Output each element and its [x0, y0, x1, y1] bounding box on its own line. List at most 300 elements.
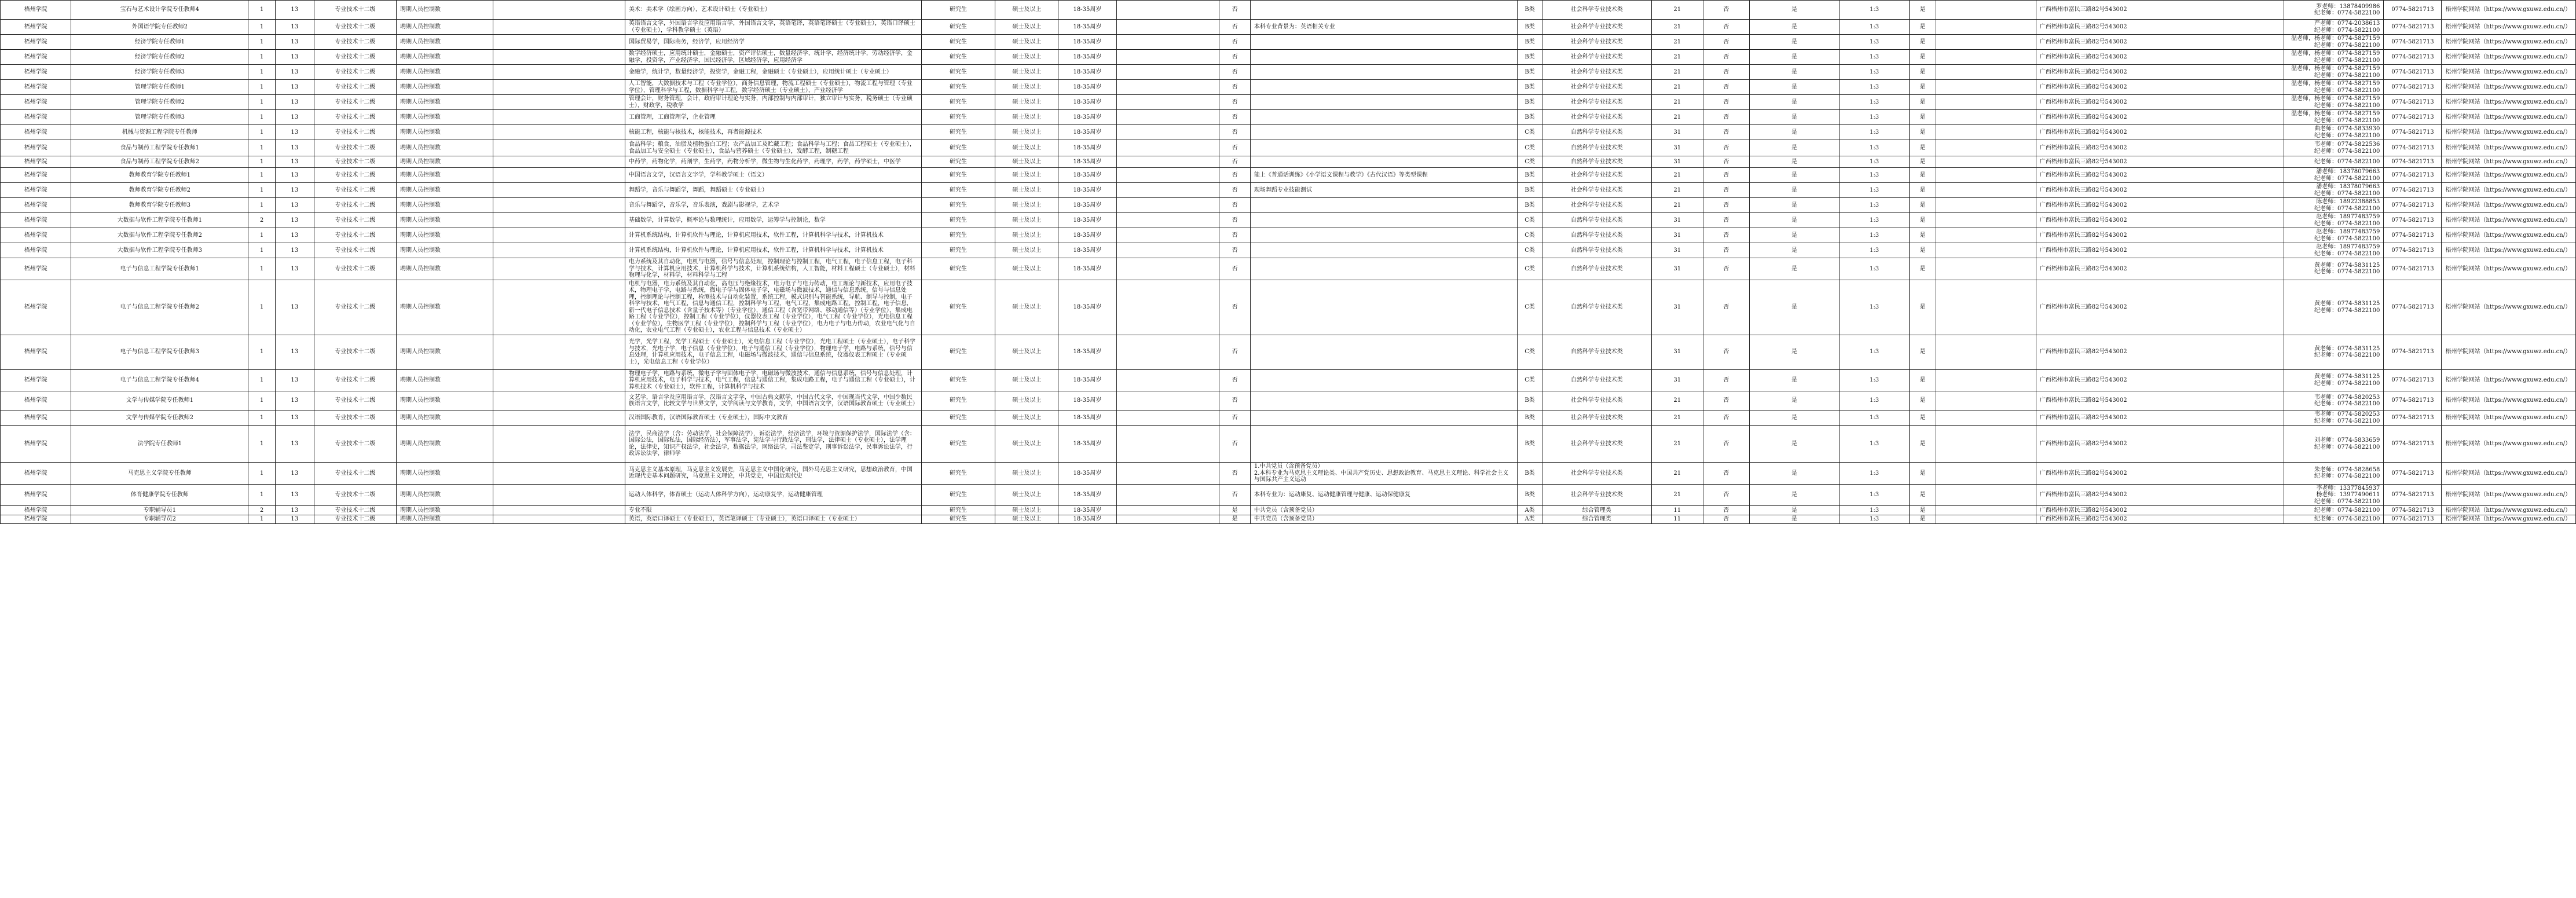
cell-address: 广西梧州市富民三路82号543002	[2036, 243, 2284, 258]
cell-post-code: 13	[275, 80, 314, 95]
cell-employer: 梧州学院	[1, 156, 71, 168]
cell-blank-b	[1116, 369, 1219, 391]
cell-flag-a: 否	[1219, 80, 1250, 95]
cell-education: 研究生	[921, 198, 995, 213]
cell-position-name: 宝石与艺术设计学院专任教师4	[71, 1, 248, 20]
cell-website: 梧州学院网站（https://www.gxuwz.edu.cn/）	[2442, 50, 2576, 65]
cell-employer: 梧州学院	[1, 506, 71, 515]
cell-flag-d: 是	[1909, 50, 1936, 65]
cell-exam-code: 21	[1651, 80, 1703, 95]
cell-website: 梧州学院网站（https://www.gxuwz.edu.cn/）	[2442, 1, 2576, 20]
cell-contact: 温老师，杨老师：0774-5827159 纪老师：0774-5822100	[2284, 50, 2383, 65]
cell-flag-d: 是	[1909, 35, 1936, 50]
cell-flag-b: 否	[1703, 140, 1749, 156]
cell-degree: 硕士及以上	[995, 258, 1058, 280]
cell-headcount: 1	[248, 50, 276, 65]
cell-flag-d: 是	[1909, 515, 1936, 524]
table-row	[1, 258, 2576, 280]
cell-position-name: 食品与制药工程学院专任教师2	[71, 156, 248, 168]
cell-exam-category: C类	[1518, 228, 1542, 243]
table-row	[1, 243, 2576, 258]
cell-age: 18-35周岁	[1058, 228, 1116, 243]
cell-flag-d: 是	[1909, 335, 1936, 369]
cell-major-requirements: 电机与电器，电力系统及其自动化，高电压与绝缘技术，电力电子与电力传动，电工理论与新技术，应用电子技术，物理电子学，电路与系统，微电子学与固体电子学，电磁场与微波技术，通信与信息系统，信号与信息处理，控制理论与控制工程，检测技术与自动化装置，系统工程，模式识别与智能系统，导航、制导与控制，电子科学与技术，电气工程，信息与通信工程，控制科学与工程，电气工程，集成电路工程，控制工程，电子信息，新一代电子信息技术（含量子技术等）（专业学位），通信工程（含宽带网络、移动通信等）（专业学位），集成电路工程（专业学位），控制工程（专业学位），仪器仪表工程（专业学位），电气工程（专业学位），光电信息工程（专业学位），生物医学工程（专业学位），控制科学与工程（专业学位），电力电子与电力传动，农业电气化与自动化，农业电气工程（专业硕士），农业工程与信息技术（专业硕士）	[625, 280, 921, 335]
cell-employer: 梧州学院	[1, 258, 71, 280]
cell-employer: 梧州学院	[1, 95, 71, 110]
cell-post-level: 专业技术十二级	[314, 335, 396, 369]
cell-headcount: 1	[248, 140, 276, 156]
cell-blank-b	[1116, 80, 1219, 95]
cell-staffing-type: 聘期人员控制数	[397, 335, 493, 369]
cell-flag-d: 是	[1909, 168, 1936, 183]
cell-blank-a	[493, 198, 625, 213]
cell-ratio: 1:3	[1840, 426, 1909, 463]
cell-flag-b: 否	[1703, 506, 1749, 515]
cell-contact: 潘老师：18378079663 纪老师：0774-5822100	[2284, 168, 2383, 183]
cell-ratio: 1:3	[1840, 369, 1909, 391]
cell-flag-c: 是	[1749, 156, 1840, 168]
cell-blank-b	[1116, 168, 1219, 183]
cell-flag-a: 否	[1219, 484, 1250, 506]
cell-degree: 硕士及以上	[995, 280, 1058, 335]
cell-age: 18-35周岁	[1058, 515, 1116, 524]
cell-employer: 梧州学院	[1, 65, 71, 80]
cell-blank-b	[1116, 50, 1219, 65]
cell-blank-b	[1116, 140, 1219, 156]
table-row	[1, 80, 2576, 95]
cell-exam-category: C类	[1518, 213, 1542, 228]
cell-flag-c: 是	[1749, 110, 1840, 125]
cell-age: 18-35周岁	[1058, 506, 1116, 515]
cell-complaint-phone: 0774-5821713	[2384, 506, 2442, 515]
cell-ratio: 1:3	[1840, 168, 1909, 183]
table-row	[1, 198, 2576, 213]
cell-education: 研究生	[921, 243, 995, 258]
cell-website: 梧州学院网站（https://www.gxuwz.edu.cn/）	[2442, 140, 2576, 156]
cell-headcount: 1	[248, 463, 276, 485]
cell-blank-a	[493, 258, 625, 280]
cell-flag-c: 是	[1749, 463, 1840, 485]
cell-flag-b: 否	[1703, 65, 1749, 80]
cell-blank-c	[1936, 213, 2036, 228]
cell-employer: 梧州学院	[1, 391, 71, 410]
cell-staffing-type: 聘期人员控制数	[397, 65, 493, 80]
cell-major-requirements: 工商管理，工商管理学，企业管理	[625, 110, 921, 125]
cell-ratio: 1:3	[1840, 50, 1909, 65]
cell-exam-code: 31	[1651, 369, 1703, 391]
cell-website: 梧州学院网站（https://www.gxuwz.edu.cn/）	[2442, 156, 2576, 168]
cell-post-code: 13	[275, 258, 314, 280]
cell-post-code: 13	[275, 140, 314, 156]
cell-major-requirements: 运动人体科学，体育硕士（运动人体科学方向），运动康复学，运动健康管理	[625, 484, 921, 506]
cell-degree: 硕士及以上	[995, 50, 1058, 65]
cell-position-name: 管理学院专任教师1	[71, 80, 248, 95]
cell-blank-b	[1116, 484, 1219, 506]
cell-headcount: 1	[248, 35, 276, 50]
cell-position-name: 教师教育学院专任教师2	[71, 183, 248, 198]
cell-major-requirements: 英语语言文学，外国语言学及应用语言学，外国语言文学，英语笔译，英语笔译硕士（专业硕士），英语口译硕士（专业硕士），学科教学硕士（英语）	[625, 20, 921, 35]
cell-employer: 梧州学院	[1, 369, 71, 391]
cell-post-code: 13	[275, 463, 314, 485]
cell-website: 梧州学院网站（https://www.gxuwz.edu.cn/）	[2442, 20, 2576, 35]
cell-flag-b: 否	[1703, 50, 1749, 65]
cell-contact: 纪老师：0774-5822100	[2284, 515, 2383, 524]
cell-address: 广西梧州市富民三路82号543002	[2036, 463, 2284, 485]
cell-exam-code: 31	[1651, 228, 1703, 243]
cell-complaint-phone: 0774-5821713	[2384, 50, 2442, 65]
cell-blank-c	[1936, 369, 2036, 391]
cell-contact: 温老师，杨老师：0774-5827159 纪老师：0774-5822100	[2284, 110, 2383, 125]
cell-position-name: 文学与传媒学院专任教师1	[71, 391, 248, 410]
table-row	[1, 168, 2576, 183]
cell-exam-subject: 社会科学专业技术类	[1542, 410, 1651, 426]
cell-age: 18-35周岁	[1058, 369, 1116, 391]
cell-flag-a: 否	[1219, 410, 1250, 426]
cell-headcount: 1	[248, 391, 276, 410]
cell-age: 18-35周岁	[1058, 65, 1116, 80]
cell-exam-category: B类	[1518, 463, 1542, 485]
cell-headcount: 1	[248, 1, 276, 20]
cell-flag-c: 是	[1749, 335, 1840, 369]
cell-blank-a	[493, 156, 625, 168]
cell-exam-category: A类	[1518, 515, 1542, 524]
cell-exam-code: 21	[1651, 484, 1703, 506]
cell-flag-b: 否	[1703, 426, 1749, 463]
cell-ratio: 1:3	[1840, 515, 1909, 524]
cell-address: 广西梧州市富民三路82号543002	[2036, 20, 2284, 35]
cell-age: 18-35周岁	[1058, 80, 1116, 95]
cell-age: 18-35周岁	[1058, 335, 1116, 369]
cell-headcount: 1	[248, 280, 276, 335]
cell-staffing-type: 聘期人员控制数	[397, 198, 493, 213]
cell-exam-subject: 社会科学专业技术类	[1542, 426, 1651, 463]
cell-other-requirements	[1250, 125, 1518, 140]
cell-post-level: 专业技术十二级	[314, 140, 396, 156]
cell-employer: 梧州学院	[1, 515, 71, 524]
cell-blank-b	[1116, 410, 1219, 426]
table-row	[1, 156, 2576, 168]
cell-other-requirements	[1250, 280, 1518, 335]
cell-flag-b: 否	[1703, 258, 1749, 280]
cell-headcount: 2	[248, 213, 276, 228]
cell-post-code: 13	[275, 125, 314, 140]
cell-ratio: 1:3	[1840, 506, 1909, 515]
cell-employer: 梧州学院	[1, 168, 71, 183]
cell-employer: 梧州学院	[1, 80, 71, 95]
cell-exam-code: 31	[1651, 335, 1703, 369]
cell-blank-c	[1936, 335, 2036, 369]
table-row	[1, 35, 2576, 50]
cell-flag-d: 是	[1909, 426, 1936, 463]
cell-flag-d: 是	[1909, 140, 1936, 156]
cell-flag-d: 是	[1909, 156, 1936, 168]
cell-flag-b: 否	[1703, 484, 1749, 506]
cell-website: 梧州学院网站（https://www.gxuwz.edu.cn/）	[2442, 369, 2576, 391]
cell-blank-b	[1116, 35, 1219, 50]
cell-employer: 梧州学院	[1, 198, 71, 213]
cell-ratio: 1:3	[1840, 140, 1909, 156]
cell-staffing-type: 聘期人员控制数	[397, 410, 493, 426]
cell-flag-a: 否	[1219, 156, 1250, 168]
cell-age: 18-35周岁	[1058, 198, 1116, 213]
table-row	[1, 1, 2576, 20]
cell-exam-category: C类	[1518, 335, 1542, 369]
cell-address: 广西梧州市富民三路82号543002	[2036, 65, 2284, 80]
cell-blank-c	[1936, 506, 2036, 515]
cell-employer: 梧州学院	[1, 213, 71, 228]
cell-age: 18-35周岁	[1058, 258, 1116, 280]
cell-exam-category: A类	[1518, 506, 1542, 515]
cell-flag-a: 否	[1219, 198, 1250, 213]
cell-major-requirements: 中国语言文学，汉语言文字学，学科教学硕士（语文）	[625, 168, 921, 183]
cell-exam-code: 31	[1651, 140, 1703, 156]
cell-exam-category: C类	[1518, 140, 1542, 156]
cell-flag-d: 是	[1909, 228, 1936, 243]
cell-education: 研究生	[921, 506, 995, 515]
cell-other-requirements	[1250, 213, 1518, 228]
table-row	[1, 228, 2576, 243]
cell-blank-a	[493, 80, 625, 95]
cell-blank-c	[1936, 1, 2036, 20]
cell-employer: 梧州学院	[1, 1, 71, 20]
cell-degree: 硕士及以上	[995, 35, 1058, 50]
cell-headcount: 1	[248, 369, 276, 391]
cell-headcount: 1	[248, 168, 276, 183]
cell-degree: 硕士及以上	[995, 80, 1058, 95]
cell-degree: 硕士及以上	[995, 110, 1058, 125]
cell-flag-d: 是	[1909, 183, 1936, 198]
cell-flag-c: 是	[1749, 213, 1840, 228]
cell-exam-code: 31	[1651, 243, 1703, 258]
cell-exam-code: 21	[1651, 65, 1703, 80]
cell-degree: 硕士及以上	[995, 125, 1058, 140]
cell-contact: 韦老师：0774-5822536 纪老师：0774-5822100	[2284, 140, 2383, 156]
cell-address: 广西梧州市富民三路82号543002	[2036, 426, 2284, 463]
cell-address: 广西梧州市富民三路82号543002	[2036, 484, 2284, 506]
cell-other-requirements	[1250, 258, 1518, 280]
cell-website: 梧州学院网站（https://www.gxuwz.edu.cn/）	[2442, 65, 2576, 80]
cell-age: 18-35周岁	[1058, 1, 1116, 20]
cell-age: 18-35周岁	[1058, 463, 1116, 485]
cell-headcount: 1	[248, 183, 276, 198]
cell-headcount: 1	[248, 125, 276, 140]
cell-blank-c	[1936, 243, 2036, 258]
cell-blank-a	[493, 20, 625, 35]
cell-exam-subject: 社会科学专业技术类	[1542, 20, 1651, 35]
cell-position-name: 专职辅导员2	[71, 515, 248, 524]
cell-flag-b: 否	[1703, 228, 1749, 243]
cell-staffing-type: 聘期人员控制数	[397, 110, 493, 125]
cell-other-requirements	[1250, 391, 1518, 410]
cell-education: 研究生	[921, 125, 995, 140]
cell-blank-a	[493, 335, 625, 369]
cell-flag-b: 否	[1703, 335, 1749, 369]
cell-blank-b	[1116, 110, 1219, 125]
cell-post-level: 专业技术十二级	[314, 391, 396, 410]
cell-ratio: 1:3	[1840, 65, 1909, 80]
cell-post-level: 专业技术十二级	[314, 369, 396, 391]
cell-blank-a	[493, 506, 625, 515]
cell-address: 广西梧州市富民三路82号543002	[2036, 183, 2284, 198]
cell-blank-c	[1936, 156, 2036, 168]
cell-flag-d: 是	[1909, 484, 1936, 506]
cell-exam-code: 31	[1651, 125, 1703, 140]
cell-headcount: 1	[248, 410, 276, 426]
cell-exam-category: B类	[1518, 183, 1542, 198]
cell-flag-b: 否	[1703, 1, 1749, 20]
cell-staffing-type: 聘期人员控制数	[397, 20, 493, 35]
cell-complaint-phone: 0774-5821713	[2384, 243, 2442, 258]
cell-staffing-type: 聘期人员控制数	[397, 484, 493, 506]
cell-education: 研究生	[921, 80, 995, 95]
cell-staffing-type: 聘期人员控制数	[397, 35, 493, 50]
cell-address: 广西梧州市富民三路82号543002	[2036, 156, 2284, 168]
cell-contact: 陈老师：18922388853 纪老师：0774-5822100	[2284, 198, 2383, 213]
cell-ratio: 1:3	[1840, 335, 1909, 369]
cell-blank-b	[1116, 243, 1219, 258]
cell-exam-subject: 社会科学专业技术类	[1542, 183, 1651, 198]
cell-flag-a: 是	[1219, 506, 1250, 515]
cell-exam-code: 21	[1651, 35, 1703, 50]
cell-flag-c: 是	[1749, 1, 1840, 20]
table-row	[1, 125, 2576, 140]
cell-ratio: 1:3	[1840, 280, 1909, 335]
cell-complaint-phone: 0774-5821713	[2384, 168, 2442, 183]
cell-post-code: 13	[275, 484, 314, 506]
cell-blank-a	[493, 110, 625, 125]
cell-staffing-type: 聘期人员控制数	[397, 213, 493, 228]
cell-post-code: 13	[275, 506, 314, 515]
cell-post-code: 13	[275, 391, 314, 410]
cell-degree: 硕士及以上	[995, 484, 1058, 506]
cell-flag-d: 是	[1909, 65, 1936, 80]
cell-address: 广西梧州市富民三路82号543002	[2036, 80, 2284, 95]
cell-contact: 温老师，杨老师：0774-5827159 纪老师：0774-5822100	[2284, 95, 2383, 110]
cell-other-requirements	[1250, 50, 1518, 65]
cell-exam-code: 11	[1651, 515, 1703, 524]
cell-blank-b	[1116, 506, 1219, 515]
cell-flag-d: 是	[1909, 506, 1936, 515]
cell-other-requirements: 现场舞蹈专业技能测试	[1250, 183, 1518, 198]
cell-flag-c: 是	[1749, 125, 1840, 140]
cell-education: 研究生	[921, 140, 995, 156]
cell-post-level: 专业技术十二级	[314, 80, 396, 95]
cell-blank-a	[493, 35, 625, 50]
cell-website: 梧州学院网站（https://www.gxuwz.edu.cn/）	[2442, 35, 2576, 50]
cell-website: 梧州学院网站（https://www.gxuwz.edu.cn/）	[2442, 280, 2576, 335]
cell-flag-c: 是	[1749, 410, 1840, 426]
cell-blank-b	[1116, 228, 1219, 243]
cell-employer: 梧州学院	[1, 280, 71, 335]
cell-flag-c: 是	[1749, 20, 1840, 35]
cell-post-level: 专业技术十二级	[314, 426, 396, 463]
cell-exam-subject: 自然科学专业技术类	[1542, 280, 1651, 335]
cell-blank-b	[1116, 198, 1219, 213]
cell-complaint-phone: 0774-5821713	[2384, 369, 2442, 391]
cell-employer: 梧州学院	[1, 228, 71, 243]
cell-position-name: 大数据与软件工程学院专任教师3	[71, 243, 248, 258]
cell-flag-c: 是	[1749, 515, 1840, 524]
cell-staffing-type: 聘期人员控制数	[397, 1, 493, 20]
cell-major-requirements: 法学，民商法学（含：劳动法学，社会保障法学），诉讼法学，经济法学，环境与资源保护法学，国际法学（含：国际公法，国际私法，国际经济法），军事法学，宪法学与行政法学，刑法学，法律硕士（专业硕士），法学理论，法律史，知识产权法学，社会法学，数据法学，网络法学，司法鉴定学，刑事诉讼法学，民事诉讼法学，行政诉讼法学，律师学	[625, 426, 921, 463]
cell-position-name: 机械与资源工程学院专任教师	[71, 125, 248, 140]
cell-flag-c: 是	[1749, 280, 1840, 335]
cell-other-requirements	[1250, 228, 1518, 243]
cell-blank-c	[1936, 484, 2036, 506]
cell-blank-c	[1936, 426, 2036, 463]
cell-employer: 梧州学院	[1, 463, 71, 485]
cell-post-code: 13	[275, 410, 314, 426]
cell-headcount: 1	[248, 20, 276, 35]
cell-employer: 梧州学院	[1, 20, 71, 35]
cell-flag-b: 否	[1703, 20, 1749, 35]
cell-major-requirements: 计算机系统结构，计算机软件与理论，计算机应用技术，软件工程，计算机科学与技术，计算机技术	[625, 228, 921, 243]
cell-contact: 温老师，杨老师：0774-5827159 纪老师：0774-5822100	[2284, 65, 2383, 80]
cell-degree: 硕士及以上	[995, 183, 1058, 198]
cell-website: 梧州学院网站（https://www.gxuwz.edu.cn/）	[2442, 484, 2576, 506]
cell-exam-subject: 自然科学专业技术类	[1542, 335, 1651, 369]
cell-post-code: 13	[275, 183, 314, 198]
cell-blank-b	[1116, 125, 1219, 140]
cell-post-code: 13	[275, 65, 314, 80]
table-row	[1, 65, 2576, 80]
cell-exam-code: 21	[1651, 50, 1703, 65]
cell-blank-c	[1936, 258, 2036, 280]
cell-degree: 硕士及以上	[995, 213, 1058, 228]
cell-contact: 纪老师：0774-5822100	[2284, 156, 2383, 168]
cell-blank-c	[1936, 515, 2036, 524]
cell-age: 18-35周岁	[1058, 20, 1116, 35]
cell-contact: 温老师，杨老师：0774-5827159 纪老师：0774-5822100	[2284, 80, 2383, 95]
cell-blank-c	[1936, 35, 2036, 50]
cell-flag-d: 是	[1909, 80, 1936, 95]
cell-post-level: 专业技术十二级	[314, 198, 396, 213]
cell-blank-c	[1936, 410, 2036, 426]
cell-post-level: 专业技术十二级	[314, 463, 396, 485]
cell-flag-b: 否	[1703, 198, 1749, 213]
cell-major-requirements: 人工智能，大数据技术与工程（专业学位），商务信息管理，物流工程硕士（专业硕士），物流工程与管理（专业学位），管理科学与工程，数据科学与工程，数字经济硕士（专业硕士），产业经济学	[625, 80, 921, 95]
cell-flag-c: 是	[1749, 183, 1840, 198]
cell-website: 梧州学院网站（https://www.gxuwz.edu.cn/）	[2442, 463, 2576, 485]
cell-contact: 黄老师：0774-5831125 纪老师：0774-5822100	[2284, 258, 2383, 280]
cell-ratio: 1:3	[1840, 1, 1909, 20]
cell-flag-a: 否	[1219, 20, 1250, 35]
cell-flag-c: 是	[1749, 506, 1840, 515]
cell-ratio: 1:3	[1840, 463, 1909, 485]
cell-flag-b: 否	[1703, 391, 1749, 410]
cell-major-requirements: 舞蹈学，音乐与舞蹈学，舞蹈，舞蹈硕士（专业硕士）	[625, 183, 921, 198]
cell-complaint-phone: 0774-5821713	[2384, 335, 2442, 369]
cell-contact: 韦老师：0774-5820253 纪老师：0774-5822100	[2284, 391, 2383, 410]
cell-post-level: 专业技术十二级	[314, 95, 396, 110]
cell-blank-a	[493, 1, 625, 20]
cell-blank-c	[1936, 50, 2036, 65]
cell-address: 广西梧州市富民三路82号543002	[2036, 35, 2284, 50]
cell-post-level: 专业技术十二级	[314, 213, 396, 228]
cell-website: 梧州学院网站（https://www.gxuwz.edu.cn/）	[2442, 335, 2576, 369]
cell-flag-a: 否	[1219, 243, 1250, 258]
cell-education: 研究生	[921, 20, 995, 35]
cell-other-requirements	[1250, 65, 1518, 80]
cell-flag-d: 是	[1909, 258, 1936, 280]
cell-major-requirements: 马克思主义基本原理，马克思主义发展史，马克思主义中国化研究，国外马克思主义研究，思想政治教育，中国近现代史基本问题研究，马克思主义理论，中共党史，中国近现代史	[625, 463, 921, 485]
cell-blank-c	[1936, 168, 2036, 183]
cell-staffing-type: 聘期人员控制数	[397, 506, 493, 515]
cell-flag-d: 是	[1909, 391, 1936, 410]
cell-complaint-phone: 0774-5821713	[2384, 65, 2442, 80]
cell-ratio: 1:3	[1840, 198, 1909, 213]
cell-flag-c: 是	[1749, 168, 1840, 183]
